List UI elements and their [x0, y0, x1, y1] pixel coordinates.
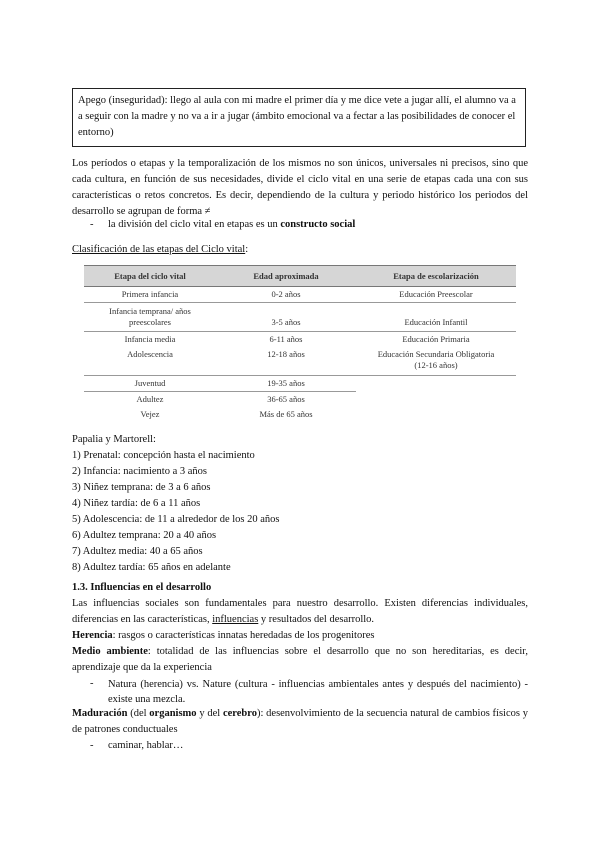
table-cell: Adultez — [136, 394, 164, 404]
table-cell: Juventud — [84, 376, 216, 392]
list-item: 7) Adultez media: 40 a 65 años — [72, 546, 203, 557]
table-row — [84, 376, 516, 392]
herencia-definition: Herencia: rasgos o características innatas heredadas de los progenitores — [72, 630, 375, 641]
natura-bullet — [90, 677, 528, 707]
periods-bullet-text: la división del ciclo vital en etapas es un — [108, 219, 281, 230]
walk-bullet-text: caminar, hablar… — [108, 740, 184, 751]
papalia-list — [72, 432, 280, 576]
table-row — [84, 332, 516, 348]
table-cell: Primera infancia — [84, 287, 216, 303]
apego-note-box — [72, 88, 526, 147]
classification-heading-text: Clasificación de las etapas del Ciclo vital — [72, 244, 246, 255]
medio-ambiente-label: Medio ambiente — [72, 646, 148, 657]
list-item: 8) Adultez tardía: 65 años en adelante — [72, 562, 231, 573]
table-header-row — [84, 266, 516, 287]
list-item: 6) Adultez temprana: 20 a 40 años — [72, 530, 217, 541]
list-item: 1) Prenatal: concepción hasta el nacimiento — [72, 450, 255, 461]
table-cell: Educación Primaria — [402, 334, 470, 344]
table-cell: Infancia temprana/ años preescolares — [84, 303, 216, 332]
maduracion-label: Maduración — [72, 708, 128, 719]
table-cell: Infancia media — [124, 334, 176, 344]
list-item: 5) Adolescencia: de 11 a alrededor de los 20 años — [72, 514, 280, 525]
table-row — [84, 392, 516, 408]
table-row — [84, 287, 516, 303]
table-cell — [356, 407, 516, 422]
table-row — [84, 303, 516, 332]
constructo-social-bold: constructo social — [280, 219, 356, 230]
table-cell: Más de 65 años — [259, 409, 313, 419]
list-item: 2) Infancia: nacimiento a 3 años — [72, 466, 207, 477]
natura-bullet-text: Natura (herencia) vs. Nature (cultura - influencias ambientales antes y después del nacimiento) - existe una mezcla. — [108, 679, 528, 705]
table-header: Etapa de escolarización — [356, 266, 516, 287]
influencias-underlined: influencias — [212, 614, 259, 625]
maduracion-definition: Maduración (del organismo y del cerebro): desenvolvimiento de la secuencia natural de cambios físicos y de patrones conductuales — [72, 708, 528, 735]
bullet-dash: - — [90, 740, 94, 751]
table-cell — [356, 376, 516, 392]
herencia-label: Herencia — [72, 630, 113, 641]
table-cell: Educación Preescolar — [356, 287, 516, 303]
papalia-title: Papalia y Martorell: — [72, 434, 156, 445]
classification-heading: Clasificación de las etapas del Ciclo vital: — [72, 244, 249, 255]
table-cell: 6-11 años — [269, 334, 303, 344]
apego-note-text: Apego (inseguridad): llego al aula con mi madre el primer día y me dice vete a jugar allí, el alumno va a a seguir con la madre y no va a ir a jugar (ámbito emocional va a fectar a las posibilidades de conocer el entorno) — [78, 95, 516, 138]
bullet-dash: - — [90, 219, 94, 230]
table-cell: 3-5 años — [216, 303, 356, 332]
table-cell — [356, 392, 516, 408]
table-row — [84, 407, 516, 422]
table-cell: 0-2 años — [216, 287, 356, 303]
influences-title: 1.3. Influencias en el desarrollo — [72, 582, 212, 593]
periods-paragraph: Los períodos o etapas y la temporalización de los mismos no son únicos, universales ni precisos, sino que cada cultura, en función de sus necesidades, divide el ciclo vital en una serie de etapas cada una con sus características o retos concretos. Es decir, dependiendo de la cultura y periodo histórico los periodos del desarrollo se agrupan de forma ≠ — [72, 158, 528, 217]
table-cell: Educación Infantil — [356, 303, 516, 332]
list-item: 4) Niñez tardía: de 6 a 11 años — [72, 498, 201, 509]
table-cell: 19-35 años — [216, 376, 356, 392]
table-cell: 36-65 años — [267, 394, 305, 404]
bullet-dash: - — [90, 678, 94, 689]
table-cell: Educación Secundaria Obligatoria (12-16 años) — [356, 347, 516, 376]
table-cell: 12-18 años — [216, 347, 356, 376]
influences-heading — [72, 580, 528, 596]
life-cycle-table — [84, 265, 516, 422]
table-cell: Adolescencia — [84, 347, 216, 376]
medio-ambiente-definition: Medio ambiente: totalidad de las influencias sobre el desarrollo que no son hereditarias, es decir, aprendizaje que da la experiencia — [72, 646, 528, 673]
table-row — [84, 347, 516, 376]
table-header: Edad aproximada — [216, 266, 356, 287]
list-item: 3) Niñez temprana: de 3 a 6 años — [72, 482, 211, 493]
influences-intro: Las influencias sociales son fundamentales para nuestro desarrollo. Existen diferencias individuales, diferencias en las características, influencias y resultados del desarrollo. — [72, 598, 528, 625]
table-header: Etapa del ciclo vital — [84, 266, 216, 287]
table-cell: Vejez — [140, 409, 160, 419]
